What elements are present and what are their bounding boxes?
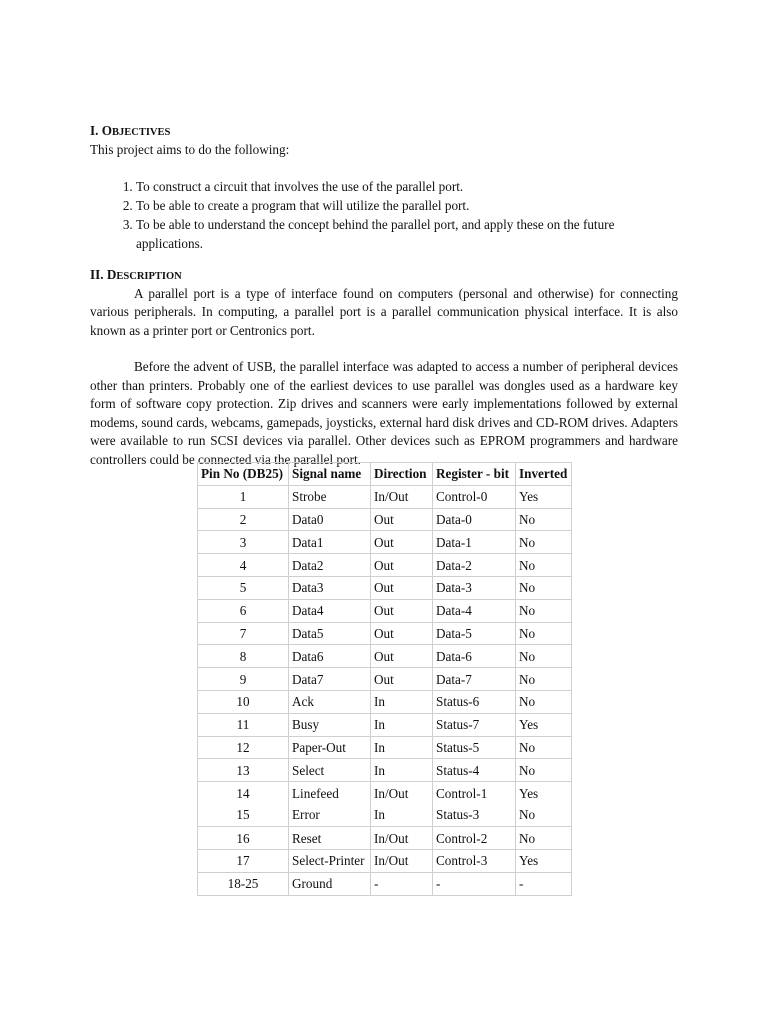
cell-signal: Reset bbox=[289, 827, 371, 850]
cell-pin: 13 bbox=[198, 759, 289, 782]
cell-signal: Data7 bbox=[289, 668, 371, 691]
header-inverted: Inverted bbox=[516, 463, 572, 486]
cell-inverted: Yes bbox=[516, 713, 572, 736]
table-row bbox=[198, 872, 572, 895]
cell-register-bit: Data-3 bbox=[433, 576, 516, 599]
cell-inverted: No bbox=[516, 759, 572, 782]
table-row bbox=[198, 531, 572, 554]
cell-signal: Busy bbox=[289, 713, 371, 736]
table-row bbox=[198, 645, 572, 668]
cell-inverted: No bbox=[516, 645, 572, 668]
cell-signal: Data5 bbox=[289, 622, 371, 645]
cell-signal: Select bbox=[289, 759, 371, 782]
cell-pin: 11 bbox=[198, 713, 289, 736]
table-row bbox=[198, 690, 572, 713]
cell-signal: Data6 bbox=[289, 645, 371, 668]
cell-signal: Ground bbox=[289, 872, 371, 895]
cell-signal: Strobe bbox=[289, 485, 371, 508]
cell-pin: 14 15 bbox=[198, 782, 289, 827]
cell-pin: 18-25 bbox=[198, 872, 289, 895]
table-row bbox=[198, 736, 572, 759]
description-heading-rest: ESCRIPTION bbox=[116, 270, 182, 282]
table-row bbox=[198, 485, 572, 508]
cell-register-bit: Data-5 bbox=[433, 622, 516, 645]
cell-direction: Out bbox=[371, 508, 433, 531]
description-paragraph-1: A parallel port is a type of interface found on computers (personal and otherwise) for connecting various peripherals. In computing, a parallel port is a parallel communication physical interface. It is also known as a printer port or Centronics port. bbox=[90, 285, 678, 338]
cell-direction: - bbox=[371, 872, 433, 895]
cell-direction: In/Out In bbox=[371, 782, 433, 827]
table-row bbox=[198, 622, 572, 645]
cell-inverted: No bbox=[516, 690, 572, 713]
cell-direction: Out bbox=[371, 599, 433, 622]
document-page bbox=[90, 122, 678, 469]
table-row bbox=[198, 713, 572, 736]
cell-signal: Data1 bbox=[289, 531, 371, 554]
cell-pin: 1 bbox=[198, 485, 289, 508]
cell-inverted: Yes bbox=[516, 485, 572, 508]
cell-inverted: No bbox=[516, 599, 572, 622]
cell-inverted: Yes No bbox=[516, 782, 572, 827]
table-row bbox=[198, 827, 572, 850]
table-body bbox=[198, 485, 572, 895]
cell-inverted: No bbox=[516, 668, 572, 691]
cell-pin: 6 bbox=[198, 599, 289, 622]
table-row bbox=[198, 576, 572, 599]
cell-inverted: No bbox=[516, 736, 572, 759]
cell-inverted: No bbox=[516, 554, 572, 577]
cell-signal: Data4 bbox=[289, 599, 371, 622]
cell-register-bit: Data-0 bbox=[433, 508, 516, 531]
header-register-bit: Register - bit bbox=[433, 463, 516, 486]
table-row bbox=[198, 554, 572, 577]
table-header-row bbox=[198, 463, 572, 486]
cell-pin: 9 bbox=[198, 668, 289, 691]
objectives-heading-number: I. bbox=[90, 123, 102, 138]
header-signal-name: Signal name bbox=[289, 463, 371, 486]
cell-pin: 5 bbox=[198, 576, 289, 599]
cell-signal: Data2 bbox=[289, 554, 371, 577]
cell-direction: In bbox=[371, 736, 433, 759]
cell-signal: Ack bbox=[289, 690, 371, 713]
cell-inverted: No bbox=[516, 576, 572, 599]
objectives-intro: This project aims to do the following: bbox=[90, 142, 290, 157]
cell-register-bit: - bbox=[433, 872, 516, 895]
cell-signal: Paper-Out bbox=[289, 736, 371, 759]
objectives-list bbox=[90, 177, 678, 253]
cell-signal: Data0 bbox=[289, 508, 371, 531]
cell-inverted: No bbox=[516, 531, 572, 554]
cell-direction: In bbox=[371, 759, 433, 782]
table-row bbox=[198, 782, 572, 827]
description-paragraph-2: Before the advent of USB, the parallel interface was adapted to access a number of peripheral devices other than printers. Probably one of the earliest devices to use parallel was dongles used as a hardware key form of software copy protection. Zip drives and scanners were early implementations followed by external modems, sound cards, webcams, gamepads, joysticks, external hard disk drives and CD-ROM drives. Adapters were available to run SCSI devices via parallel. Other devices such as EPROM programmers and hardware controllers could be connected via the parallel port. bbox=[90, 359, 678, 467]
description-heading-number: II. bbox=[90, 266, 107, 282]
cell-direction: In/Out bbox=[371, 849, 433, 872]
cell-signal: Linefeed Error bbox=[289, 782, 371, 827]
table-row bbox=[198, 599, 572, 622]
cell-direction: Out bbox=[371, 622, 433, 645]
cell-direction: In bbox=[371, 713, 433, 736]
description-heading-initial: D bbox=[106, 266, 117, 282]
cell-direction: In/Out bbox=[371, 485, 433, 508]
cell-pin: 3 bbox=[198, 531, 289, 554]
cell-inverted: - bbox=[516, 872, 572, 895]
cell-register-bit: Status-7 bbox=[433, 713, 516, 736]
cell-inverted: No bbox=[516, 622, 572, 645]
objectives-heading-initial: O bbox=[101, 123, 112, 138]
table-row bbox=[198, 759, 572, 782]
cell-register-bit: Data-1 bbox=[433, 531, 516, 554]
cell-pin: 4 bbox=[198, 554, 289, 577]
objective-item-2: 2. To be able to create a program that will utilize the parallel port. bbox=[136, 196, 678, 215]
cell-inverted: Yes bbox=[516, 849, 572, 872]
cell-register-bit: Status-6 bbox=[433, 690, 516, 713]
cell-register-bit: Control-3 bbox=[433, 849, 516, 872]
table-row bbox=[198, 668, 572, 691]
cell-direction: Out bbox=[371, 668, 433, 691]
cell-pin: 16 bbox=[198, 827, 289, 850]
cell-direction: In/Out bbox=[371, 827, 433, 850]
cell-register-bit: Data-2 bbox=[433, 554, 516, 577]
objective-item-1: 1. To construct a circuit that involves the use of the parallel port. bbox=[136, 177, 678, 196]
cell-register-bit: Data-6 bbox=[433, 645, 516, 668]
cell-direction: Out bbox=[371, 576, 433, 599]
cell-register-bit: Data-4 bbox=[433, 599, 516, 622]
cell-register-bit: Status-5 bbox=[433, 736, 516, 759]
cell-direction: Out bbox=[371, 531, 433, 554]
cell-pin: 8 bbox=[198, 645, 289, 668]
cell-register-bit: Control-1 Status-3 bbox=[433, 782, 516, 827]
description-heading bbox=[90, 266, 678, 285]
cell-signal: Data3 bbox=[289, 576, 371, 599]
cell-pin: 7 bbox=[198, 622, 289, 645]
table-row bbox=[198, 849, 572, 872]
cell-pin: 17 bbox=[198, 849, 289, 872]
header-direction: Direction bbox=[371, 463, 433, 486]
cell-register-bit: Control-0 bbox=[433, 485, 516, 508]
cell-direction: In bbox=[371, 690, 433, 713]
table-row bbox=[198, 508, 572, 531]
cell-inverted: No bbox=[516, 827, 572, 850]
cell-direction: Out bbox=[371, 645, 433, 668]
objectives-heading bbox=[90, 122, 678, 141]
objectives-heading-rest: BJECTIVES bbox=[112, 127, 171, 138]
cell-register-bit: Data-7 bbox=[433, 668, 516, 691]
parallel-port-pin-table bbox=[197, 462, 572, 896]
cell-pin: 12 bbox=[198, 736, 289, 759]
cell-pin: 10 bbox=[198, 690, 289, 713]
cell-signal: Select-Printer bbox=[289, 849, 371, 872]
cell-register-bit: Status-4 bbox=[433, 759, 516, 782]
cell-direction: Out bbox=[371, 554, 433, 577]
objective-item-3: 3. To be able to understand the concept behind the parallel port, and apply these on the future applications. bbox=[136, 215, 678, 253]
cell-inverted: No bbox=[516, 508, 572, 531]
cell-pin: 2 bbox=[198, 508, 289, 531]
header-pin-no: Pin No (DB25) bbox=[198, 463, 289, 486]
cell-register-bit: Control-2 bbox=[433, 827, 516, 850]
